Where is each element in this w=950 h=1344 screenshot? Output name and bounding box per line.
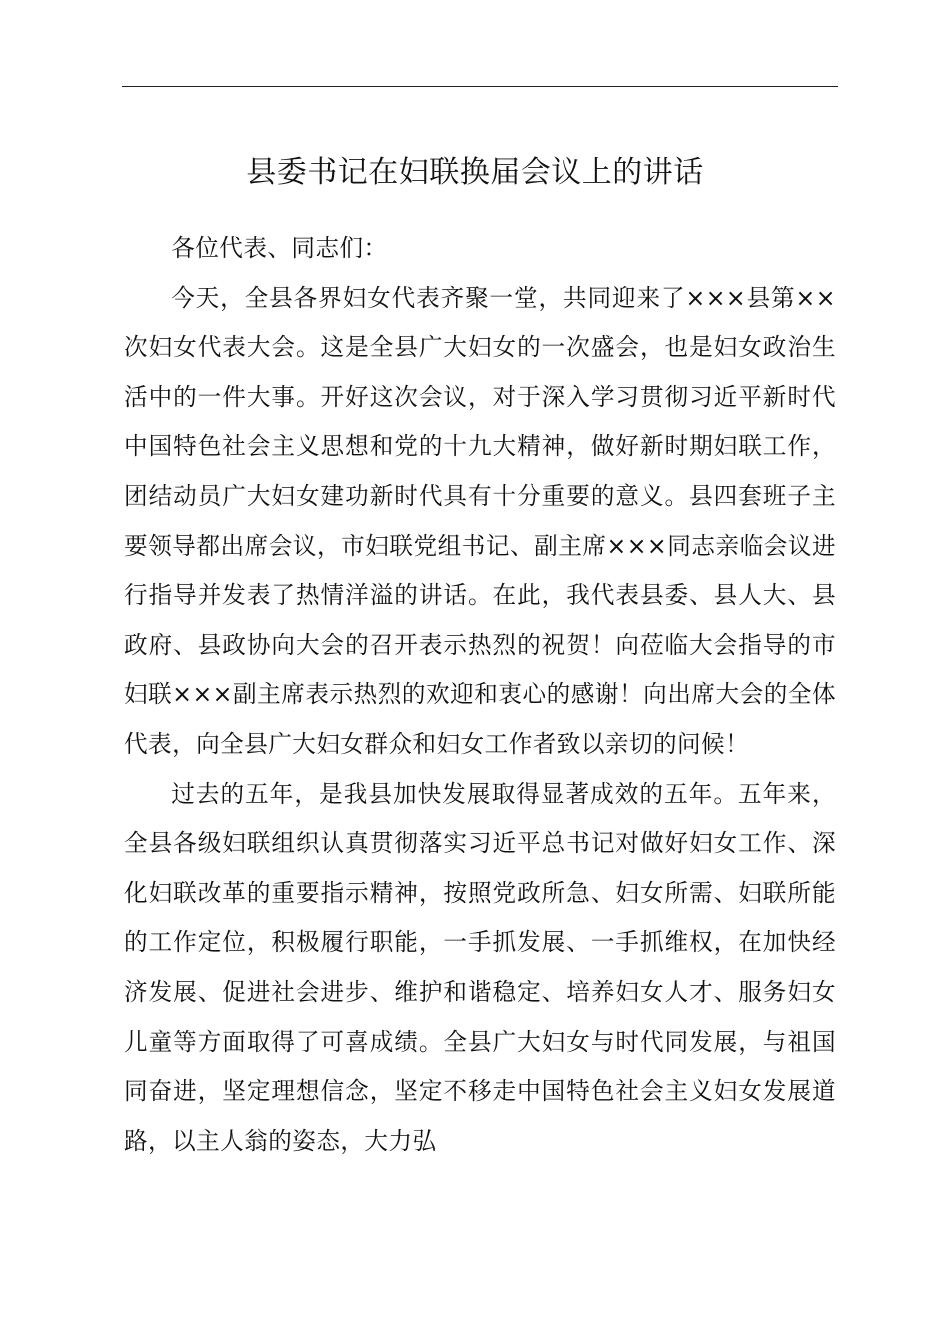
paragraph-2: 过去的五年，是我县加快发展取得显著成效的五年。五年来，全县各级妇联组织认真贯彻落实习近平总书记对做好妇女工作、深化妇联改革的重要指示精神，按照党政所急、妇女所需、妇联所能的工作定位，积极履行职能，一手抓发展、一手抓维权，在加快经济发展、促进社会进步、维护和谐稳定、培养妇女人才、服务妇女儿童等方面取得了可喜成绩。全县广大妇女与时代同发展，与祖国同奋进，坚定理想信念，坚定不移走中国特色社会主义妇女发展道路，以主人翁的姿态，大力弘 bbox=[124, 779, 836, 1155]
document-title: 县委书记在妇联换届会议上的讲话 bbox=[246, 155, 704, 190]
paragraph-1: 今天，全县各界妇女代表齐聚一堂，共同迎来了×××县第××次妇女代表大会。这是全县广大妇女的一次盛会，也是妇女政治生活中的一件大事。开好这次会议，对于深入学习贯彻习近平新时代中国特色社会主义思想和党的十九大精神，做好新时期妇联工作，团结动员广大妇女建功新时代具有十分重要的意义。县四套班子主要领导都出席会议，市妇联党组书记、副主席×××同志亲临会议进行指导并发表了热情洋溢的讲话。在此，我代表县委、县人大、县政府、县政协向大会的召开表示热烈的祝贺！向莅临大会指导的市妇联×××副主席表示热烈的欢迎和衷心的感谢！向出席大会的全体代表，向全县广大妇女群众和妇女工作者致以亲切的问候！ bbox=[124, 283, 836, 758]
salutation: 各位代表、同志们： bbox=[171, 234, 388, 262]
header-rule bbox=[122, 86, 838, 87]
document-body bbox=[124, 224, 836, 1166]
